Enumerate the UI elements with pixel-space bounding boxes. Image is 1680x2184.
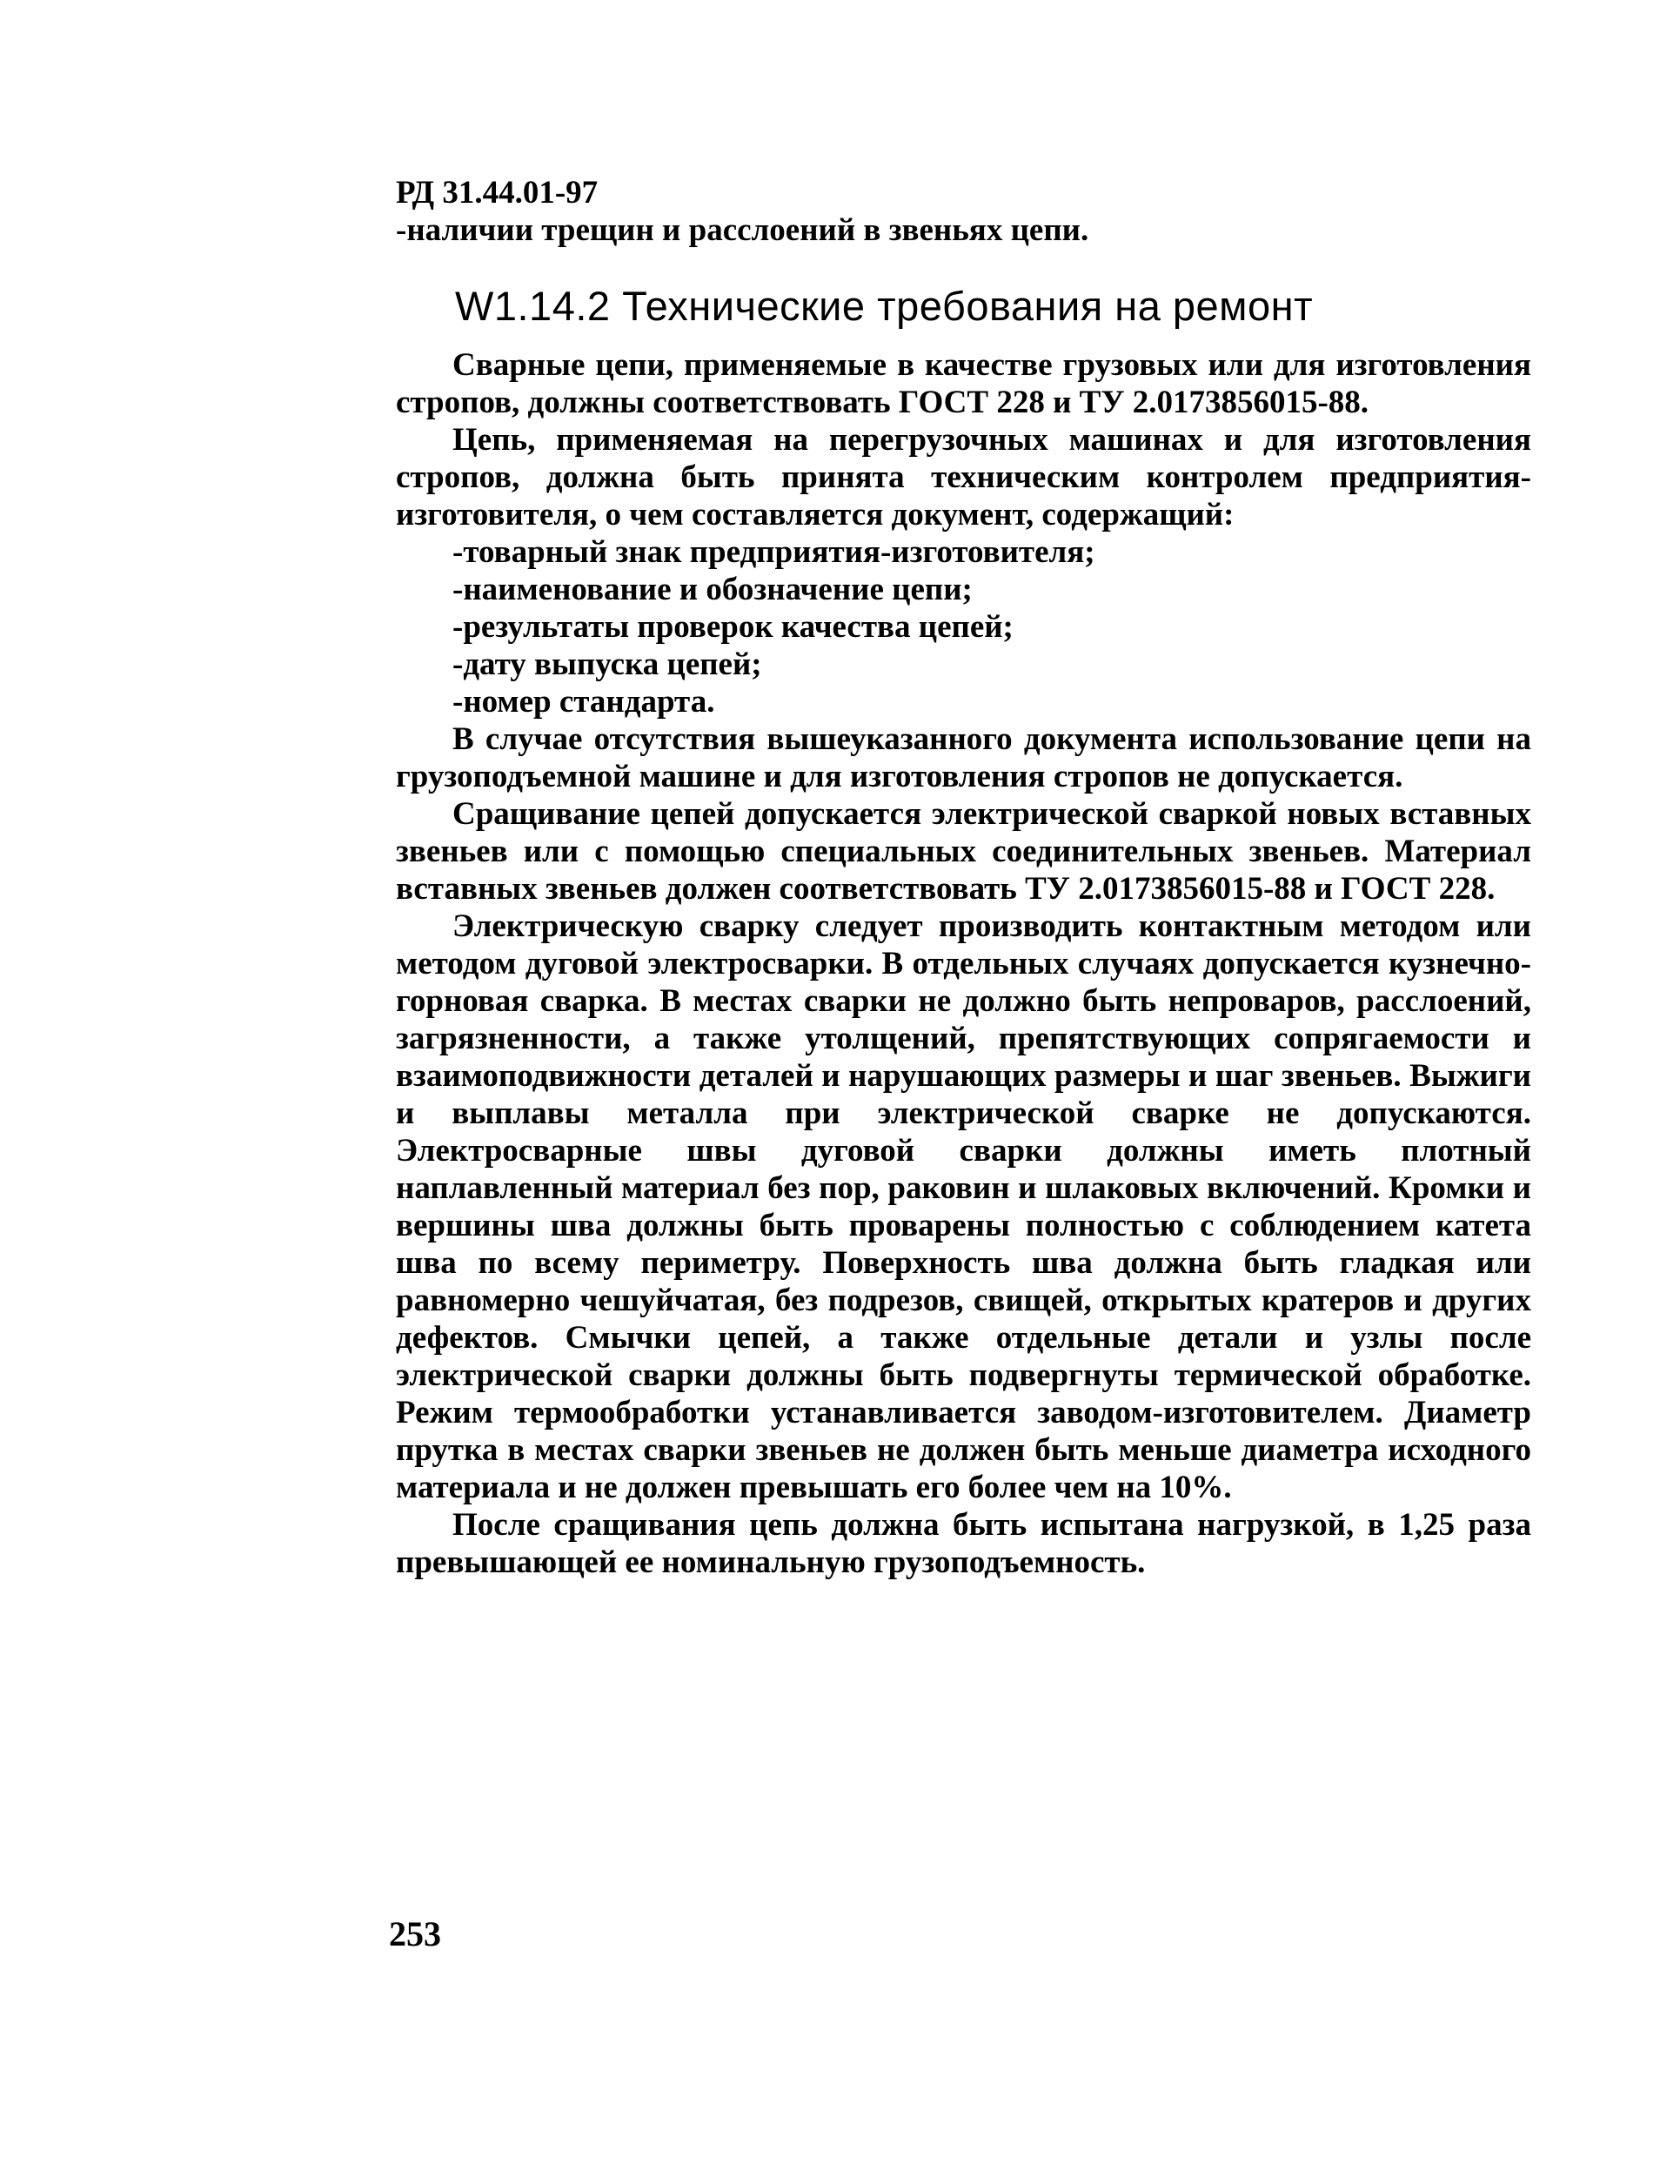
list-item: -наименование и обозначение цепи;	[452, 572, 973, 607]
document-contents-list	[396, 533, 1531, 720]
list-item: -номер стандарта.	[452, 684, 715, 720]
paragraph-technical-control: Цепь, применяемая на перегрузочных машинах и для изготовления стропов, должна быть принята техническим контролем предприятия-изготовителя, о чем составляется документ, содержащий:	[396, 422, 1531, 533]
page-content	[396, 174, 1531, 1581]
paragraph-chains-standard: Сварные цепи, применяемые в качестве грузовых или для изготовления стропов, должны соответствовать ГОСТ 228 и ТУ 2.0173856015-88.	[396, 347, 1531, 420]
paragraph-load-test: После сращивания цепь должна быть испытана нагрузкой, в 1,25 раза превышающей ее номинальную грузоподъемность.	[396, 1507, 1531, 1580]
document-code: РД 31.44.01-97	[396, 175, 599, 211]
paragraph-chain-joining: Сращивание цепей допускается электрической сваркой новых вставных звеньев или с помощью специальных соединительных звеньев. Материал вставных звеньев должен соответствовать ТУ 2.0173856015-88 и ГОСТ 228.	[396, 796, 1531, 907]
list-item: -товарный знак предприятия-изготовителя;	[452, 534, 1095, 570]
paragraph-missing-document: В случае отсутствия вышеуказанного документа использование цепи на грузоподъемной машине и для изготовления стропов не допускается.	[396, 721, 1531, 794]
paragraph-electric-welding: Электрическую сварку следует производить контактным методом или методом дуговой электросварки. В отдельных случаях допускается кузнечно-горновая сварка. В местах сварки не должно быть непроваров, расслоений, загрязненности, а также утолщений, препятствующих сопрягаемости и взаимоподвижности деталей и нарушающих размеры и шаг звеньев. Выжиги и выплавы металла при электрической сварке не допускаются. Электросварные швы дуговой сварки должны иметь плотный наплавленный материал без пор, раковин и шлаковых включений. Кромки и вершины шва должны быть проварены полностью с соблюдением катета шва по всему периметру. Поверхность шва должна быть гладкая или равномерно чешуйчатая, без подрезов, свищей, открытых кратеров и других дефектов. Смычки цепей, а также отдельные детали и узлы после электрической сварки должны быть подвергнуты термической обработке. Режим термообработки устанавливается заводом-изготовителем. Диаметр прутка в местах сварки звеньев не должен быть меньше диаметра исходного материала и не должен превышать его более чем на 10%.	[396, 908, 1531, 1505]
list-item: -дату выпуска цепей;	[452, 646, 762, 682]
list-item: -результаты проверок качества цепей;	[452, 609, 1014, 645]
section-heading: W1.14.2 Технические требования на ремонт	[455, 283, 1314, 329]
intro-list-item: -наличии трещин и расслоений в звеньях цепи.	[396, 212, 1089, 248]
page-number: 253	[389, 1914, 441, 1953]
